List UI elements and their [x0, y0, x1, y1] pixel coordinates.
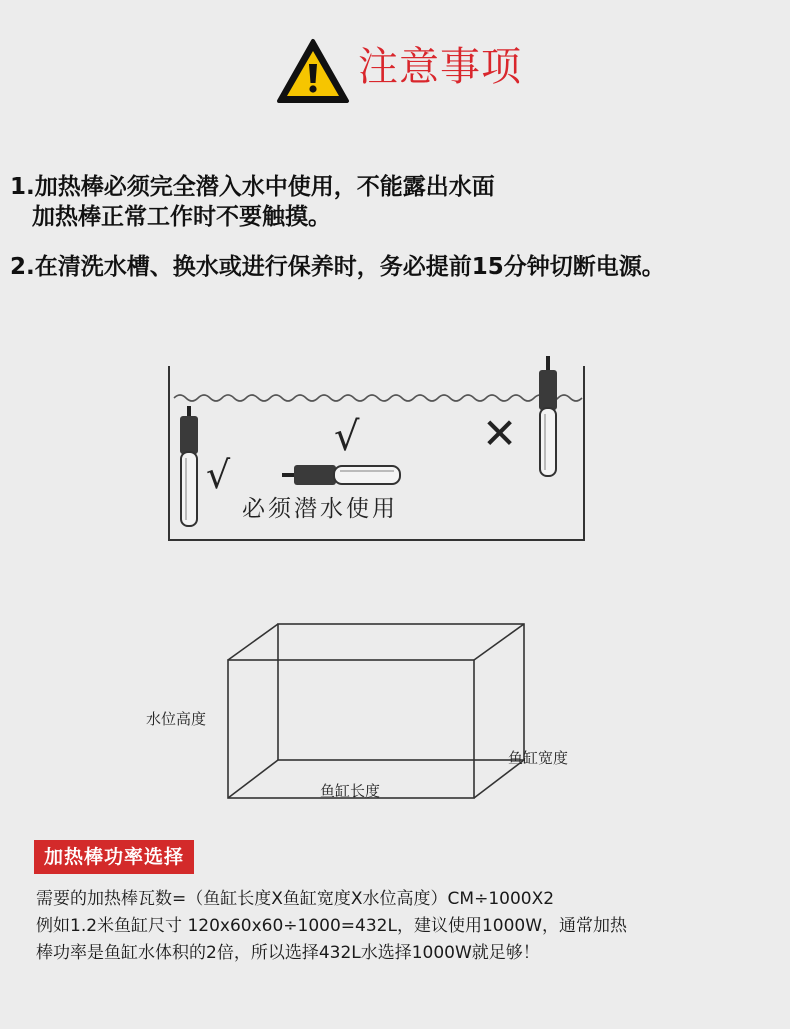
note-item-2: 2.在清洗水槽、换水或进行保养时，务必提前15分钟切断电源。	[10, 254, 665, 280]
power-selection-title: 加热棒功率选择	[34, 840, 194, 874]
power-formula-text	[36, 886, 776, 967]
formula-line-3: 棒功率是鱼缸水体积的2倍，所以选择432L水选择1000W就足够！	[36, 943, 540, 963]
water-surface-line	[174, 395, 582, 401]
heater-placement-diagram	[160, 350, 600, 550]
tank-width-label: 鱼缸宽度	[508, 749, 569, 767]
notes-list	[10, 172, 785, 282]
cross-mark: ✕	[482, 409, 518, 458]
note-item-1-line-2: 加热棒正常工作时不要触摸。	[32, 204, 331, 230]
note-item-1-line-1: 1.加热棒必须完全潜入水中使用，不能露出水面	[10, 174, 495, 200]
heater-exposed-above-water	[539, 356, 557, 476]
formula-line-2: 例如1.2米鱼缸尺寸 120x60x60÷1000=432L，建议使用1000W，通常加热	[36, 916, 628, 936]
warning-triangle-icon	[276, 38, 350, 104]
water-height-label: 水位高度	[146, 710, 207, 728]
tank-length-label: 鱼缸长度	[320, 782, 381, 800]
header	[0, 34, 790, 114]
submerge-instruction-label: 必须潜水使用	[242, 496, 398, 522]
tank-dimensions-diagram	[140, 600, 600, 810]
check-mark-1: √	[206, 453, 231, 497]
heater-horizontal-submerged	[282, 465, 400, 485]
formula-line-1: 需要的加热棒瓦数=（鱼缸长度X鱼缸宽度X水位高度）CM÷1000X2	[36, 889, 555, 909]
check-mark-2: √	[334, 414, 360, 460]
page-title: 注意事项	[358, 44, 522, 90]
heater-vertical-submerged	[180, 406, 198, 526]
